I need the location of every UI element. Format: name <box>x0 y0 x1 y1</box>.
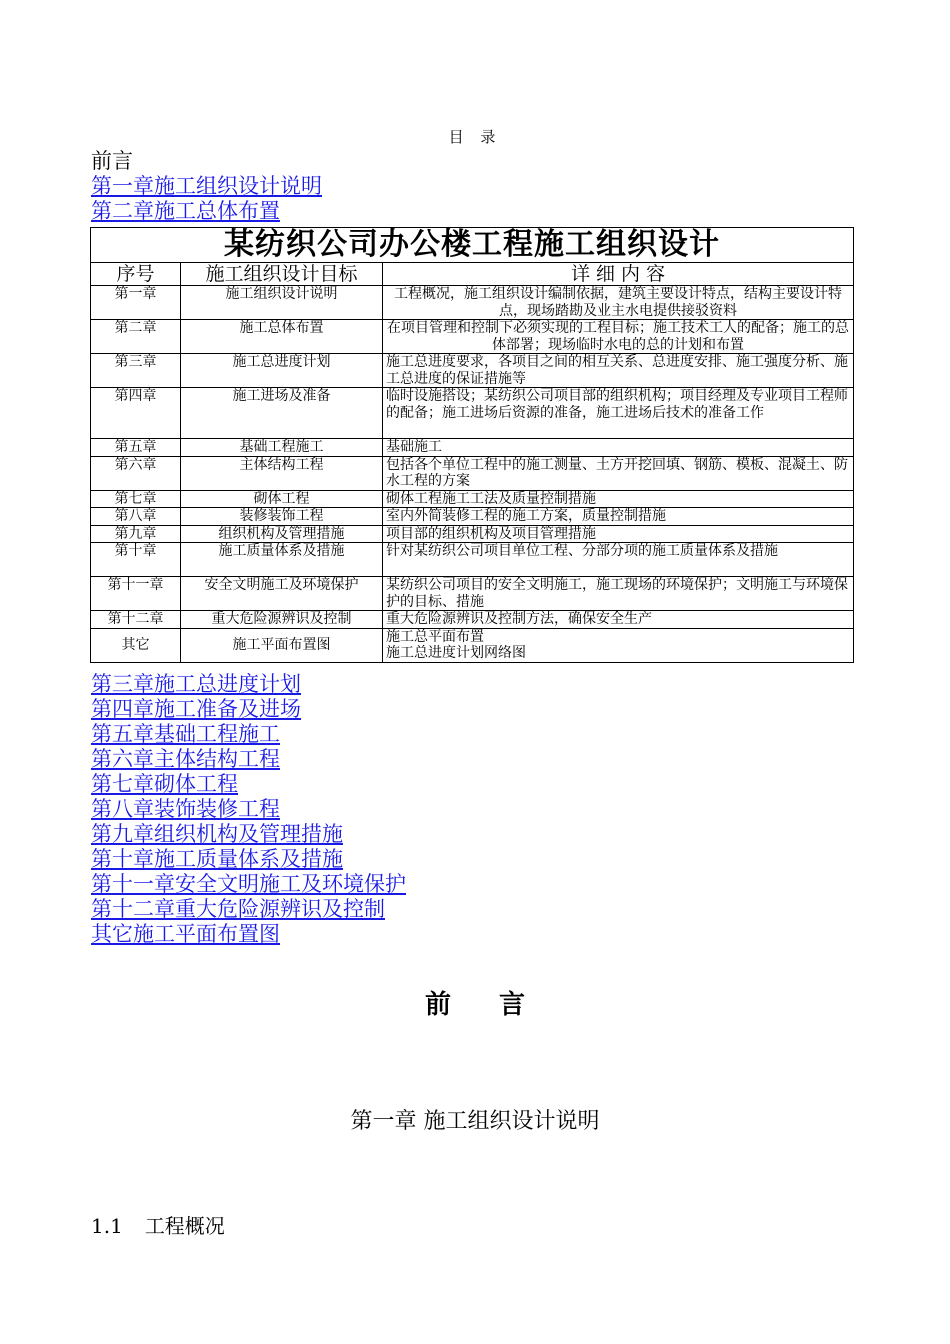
row-detail-text: 砌体工程施工工法及质量控制措施 <box>386 490 596 507</box>
row-goal: 施工平面布置图 <box>181 628 383 662</box>
row-detail <box>383 354 854 388</box>
section-heading <box>91 1210 225 1239</box>
table-row <box>91 543 854 577</box>
table-body <box>91 286 854 663</box>
toc-link[interactable]: 第八章装饰装修工程 <box>91 797 280 821</box>
row-goal: 砌体工程 <box>181 490 383 508</box>
row-detail-text: 项目部的组织机构及项目管理措施 <box>386 525 596 542</box>
row-seq: 第二章 <box>91 320 181 354</box>
row-detail-text: 施工总平面布置 <box>386 628 484 645</box>
row-detail <box>383 456 854 490</box>
row-goal: 主体结构工程 <box>181 456 383 490</box>
row-detail <box>383 628 854 662</box>
row-detail <box>383 320 854 354</box>
chapter-heading: 第一章 施工组织设计说明 <box>350 1109 600 1134</box>
row-detail <box>383 577 854 611</box>
toc-title: 目 录 <box>448 128 502 146</box>
preface-heading <box>0 984 950 1021</box>
row-detail-text: 包括各个单位工程中的施工测量、土方开挖回填、钢筋、模板、混凝土、防水工程的方案 <box>386 456 848 489</box>
row-detail <box>383 286 854 320</box>
section-title: 工程概况 <box>144 1214 225 1238</box>
row-detail-text: 施工总进度要求，各项目之间的相互关系、总进度安排、施工强度分析、施工总进度的保证措施等 <box>386 354 848 387</box>
toc-link[interactable]: 第七章砌体工程 <box>91 772 238 796</box>
row-detail <box>383 388 854 439</box>
toc-link[interactable]: 第一章施工组织设计说明 <box>91 174 322 198</box>
preface-heading-text: 前言 <box>424 990 573 1020</box>
row-detail <box>383 508 854 526</box>
table-row <box>91 388 854 439</box>
toc-link[interactable]: 第五章基础工程施工 <box>91 722 280 746</box>
toc-link[interactable]: 第十章施工质量体系及措施 <box>91 847 343 871</box>
row-seq: 第七章 <box>91 490 181 508</box>
row-seq: 第三章 <box>91 354 181 388</box>
row-goal: 施工组织设计说明 <box>181 286 383 320</box>
header-seq: 序号 <box>91 263 181 286</box>
toc-link[interactable]: 第四章施工准备及进场 <box>91 697 301 721</box>
row-detail-text: 重大危险源辨识及控制方法，确保安全生产 <box>386 611 652 627</box>
table-row <box>91 577 854 611</box>
header-detail: 详 细 内 容 <box>383 263 854 286</box>
row-goal: 装修装饰工程 <box>181 508 383 526</box>
row-detail-text: 临时设施搭设；某纺织公司项目部的组织机构；项目经理及专业项目工程师的配备；施工进场后资源的准备，施工进场后技术的准备工作 <box>386 388 848 421</box>
row-goal: 施工进场及准备 <box>181 388 383 439</box>
plan-table <box>90 227 854 663</box>
row-seq: 其它 <box>91 628 181 662</box>
row-goal: 安全文明施工及环境保护 <box>181 577 383 611</box>
table-row <box>91 611 854 629</box>
table-row <box>91 525 854 543</box>
row-seq: 第四章 <box>91 388 181 439</box>
header-goal: 施工组织设计目标 <box>181 263 383 286</box>
row-detail <box>383 543 854 577</box>
row-goal: 施工总进度计划 <box>181 354 383 388</box>
row-detail-text: 针对某纺织公司项目单位工程、分部分项的施工质量体系及措施 <box>386 543 778 559</box>
row-detail <box>383 490 854 508</box>
row-goal: 施工总体布置 <box>181 320 383 354</box>
row-goal: 重大危险源辨识及控制 <box>181 611 383 629</box>
row-goal: 施工质量体系及措施 <box>181 543 383 577</box>
table-row <box>91 456 854 490</box>
table-row <box>91 439 854 457</box>
table-row <box>91 628 854 662</box>
table-title-row <box>91 228 854 263</box>
row-seq: 第十二章 <box>91 611 181 629</box>
row-detail-text: 某纺织公司项目的安全文明施工，施工现场的环境保护；文明施工与环境保护的目标、措施 <box>386 577 848 610</box>
table-title: 某纺织公司办公楼工程施工组织设计 <box>91 228 854 263</box>
row-seq: 第五章 <box>91 439 181 457</box>
table-row <box>91 508 854 526</box>
row-goal: 组织机构及管理措施 <box>181 525 383 543</box>
toc-entry: 前言 <box>91 149 133 173</box>
table-header-row <box>91 263 854 286</box>
toc-link[interactable]: 其它施工平面布置图 <box>91 922 280 946</box>
row-seq: 第十一章 <box>91 577 181 611</box>
table-row <box>91 354 854 388</box>
table-row <box>91 490 854 508</box>
toc-link[interactable]: 第六章主体结构工程 <box>91 747 280 771</box>
table-row <box>91 320 854 354</box>
toc-link[interactable]: 第十一章安全文明施工及环境保护 <box>91 872 406 896</box>
row-detail-text: 室内外简装修工程的施工方案，质量控制措施 <box>386 508 666 524</box>
table-row <box>91 286 854 320</box>
row-detail-text-2: 施工总进度计划网络图 <box>386 645 526 661</box>
row-seq: 第六章 <box>91 456 181 490</box>
row-seq: 第九章 <box>91 525 181 543</box>
toc-link[interactable]: 第九章组织机构及管理措施 <box>91 822 343 846</box>
row-detail-text: 在项目管理和控制下必须实现的工程目标；施工技术工人的配备；施工的总体部署；现场临时水电的总的计划和布置 <box>387 320 850 353</box>
toc-link[interactable]: 第二章施工总体布置 <box>91 199 280 223</box>
row-seq: 第十章 <box>91 543 181 577</box>
row-detail <box>383 611 854 629</box>
section-number: 1.1 <box>91 1214 123 1238</box>
row-detail-text: 基础施工 <box>386 439 442 455</box>
row-goal: 基础工程施工 <box>181 439 383 457</box>
toc-link[interactable]: 第十二章重大危险源辨识及控制 <box>91 897 385 921</box>
toc-link[interactable]: 第三章施工总进度计划 <box>91 672 301 696</box>
row-detail <box>383 439 854 457</box>
row-detail-text: 工程概况，施工组织设计编制依据，建筑主要设计特点，结构主要设计特点，现场踏勘及业主水电提供接驳资料 <box>394 286 843 319</box>
row-seq: 第八章 <box>91 508 181 526</box>
row-detail <box>383 525 854 543</box>
row-seq: 第一章 <box>91 286 181 320</box>
